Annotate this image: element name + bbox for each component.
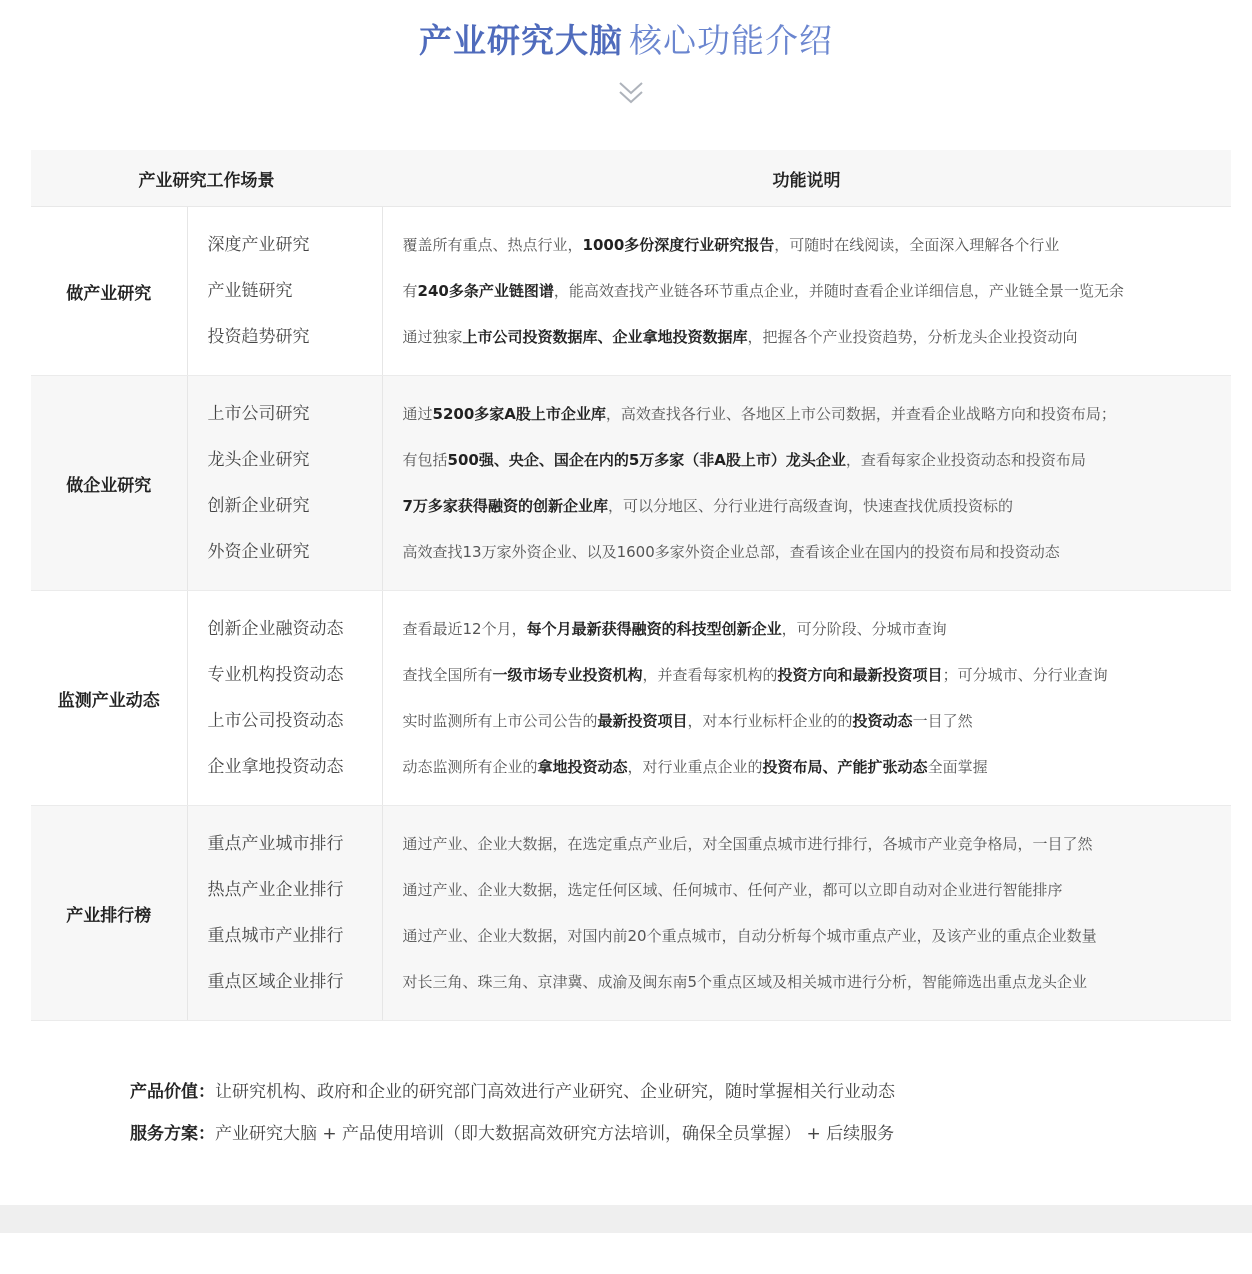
scenario-item: 产业链研究 [207,281,293,301]
service-plan-text: 产业研究大脑 + 产品使用培训（即大数据高效研究方法培训，确保全员掌握） + 后续服务 [215,1124,895,1144]
highlight-text: 240多条产业链图谱 [417,282,554,300]
title-light: 核心功能介绍 [629,21,833,60]
highlight-text: 7万多家获得融资的创新企业库 [402,497,608,515]
description-cell [382,207,1231,376]
description-text: 查找全国所有 [402,666,493,684]
highlight-text: 最新投资项目 [597,712,688,730]
description-text: 全面掌握 [927,758,988,776]
scenario-item: 重点产业城市排行 [207,834,344,854]
description-text: ，查看每家企业投资动态和投资布局 [845,451,1086,469]
description-text: 覆盖所有重点、热点行业， [402,236,583,254]
scenario-item: 龙头企业研究 [207,450,310,470]
description-cell [382,591,1231,806]
description-text: ，把握各个产业投资趋势，分析龙头企业投资动向 [747,328,1078,346]
description-text: 查看最近12个月， [402,620,527,638]
description-item [403,652,1232,698]
scenario-cell [187,207,382,376]
product-value-row [130,1071,1180,1113]
description-item [403,913,1232,959]
highlight-text: 投资动态 [852,712,913,730]
description-text: ，对本行业标杆企业的的 [687,712,853,730]
scenario-item: 上市公司投资动态 [207,711,344,731]
scenario-item: 重点区域企业排行 [207,972,344,992]
description-text: 通过产业、企业大数据，选定任何区域、任何城市、任何产业，都可以立即自动对企业进行智能排序 [402,881,1063,899]
description-item [403,529,1232,575]
scenario-item: 专业机构投资动态 [207,665,344,685]
description-cell [382,806,1231,1021]
highlight-text: 每个月最新获得融资的科技型创新企业 [526,620,782,638]
column-header-function: 功能说明 [382,150,1231,207]
double-chevron-down-icon [615,80,647,108]
description-text: 动态监测所有企业的 [402,758,538,776]
highlight-text: 一级市场专业投资机构 [492,666,643,684]
scenario-item: 投资趋势研究 [207,327,310,347]
highlight-text: 上市公司投资数据库、企业拿地投资数据库 [462,328,748,346]
service-plan-label: 服务方案： [130,1124,215,1144]
category-cell: 产业排行榜 [31,806,187,1021]
highlight-text: 投资方向和最新投资项目 [777,666,943,684]
description-item [403,437,1232,483]
highlight-text: 拿地投资动态 [537,758,628,776]
description-item [403,222,1232,268]
description-text: ，可随时在线阅读，全面深入理解各个行业 [774,236,1060,254]
scenario-item: 上市公司研究 [207,404,310,424]
product-value-text: 让研究机构、政府和企业的研究部门高效进行产业研究、企业研究，随时掌握相关行业动态 [215,1082,895,1102]
description-item [403,391,1232,437]
table-row [31,376,1231,591]
description-text: 高效查找13万家外资企业、以及1600多家外资企业总部，查看该企业在国内的投资布局和投资动态 [402,543,1060,561]
page-title [0,18,1252,64]
scenario-item: 深度产业研究 [207,235,310,255]
description-text: 通过独家 [402,328,463,346]
footer-bar [0,1205,1252,1233]
description-text: ，可以分地区、分行业进行高级查询，快速查找优质投资标的 [607,497,1013,515]
description-item [403,698,1232,744]
description-text: ，并查看每家机构的 [642,666,778,684]
category-cell: 监测产业动态 [31,591,187,806]
category-cell: 做产业研究 [31,207,187,376]
description-text: ，对行业重点企业的 [627,758,763,776]
highlight-text: 5200多家A股上市企业库 [432,405,606,423]
description-text: 通过产业、企业大数据，在选定重点产业后，对全国重点城市进行排行，各城市产业竞争格局，一目了然 [402,835,1093,853]
service-plan-row [130,1113,1180,1155]
table-row [31,591,1231,806]
description-text: ，可分阶段、分城市查询 [781,620,947,638]
highlight-text: 投资布局、产能扩张动态 [762,758,928,776]
description-cell [382,376,1231,591]
description-item [403,268,1232,314]
description-text: 通过产业、企业大数据，对国内前20个重点城市，自动分析每个城市重点产业，及该产业的重点企业数量 [402,927,1097,945]
scenario-item: 企业拿地投资动态 [207,757,344,777]
summary-section [130,1071,1180,1155]
scenario-item: 外资企业研究 [207,542,310,562]
description-text: 对长三角、珠三角、京津冀、成渝及闽东南5个重点区域及相关城市进行分析，智能筛选出重点龙头企业 [402,973,1088,991]
scenario-item: 创新企业融资动态 [207,619,344,639]
description-item [403,867,1232,913]
description-item [403,744,1232,790]
column-header-scenario: 产业研究工作场景 [31,150,382,207]
description-text: ；可分城市、分行业查询 [942,666,1108,684]
scenario-item: 热点产业企业排行 [207,880,344,900]
description-text: 有 [402,282,418,300]
highlight-text: 500强、央企、国企在内的5万多家（非A股上市）龙头企业 [447,451,846,469]
scenario-cell [187,591,382,806]
description-item [403,959,1232,1005]
title-strong: 产业研究大脑 [419,21,623,60]
description-text: 实时监测所有上市公司公告的 [402,712,598,730]
description-item [403,821,1232,867]
table-row [31,806,1231,1021]
scenario-item: 创新企业研究 [207,496,310,516]
category-cell: 做企业研究 [31,376,187,591]
scenario-cell [187,376,382,591]
scenario-item: 重点城市产业排行 [207,926,344,946]
feature-table [31,150,1231,1021]
description-item [403,483,1232,529]
product-value-label: 产品价值： [130,1082,215,1102]
description-text: 通过 [402,405,433,423]
scenario-cell [187,806,382,1021]
description-text: 一目了然 [912,712,973,730]
description-item [403,606,1232,652]
description-text: ，高效查找各行业、各地区上市公司数据，并查看企业战略方向和投资布局； [605,405,1116,423]
feature-table-body [31,207,1231,1021]
description-text: ，能高效查找产业链各环节重点企业，并随时查看企业详细信息，产业链全景一览无余 [553,282,1124,300]
description-text: 有包括 [402,451,448,469]
description-item [403,314,1232,360]
highlight-text: 1000多份深度行业研究报告 [582,236,775,254]
table-row [31,207,1231,376]
